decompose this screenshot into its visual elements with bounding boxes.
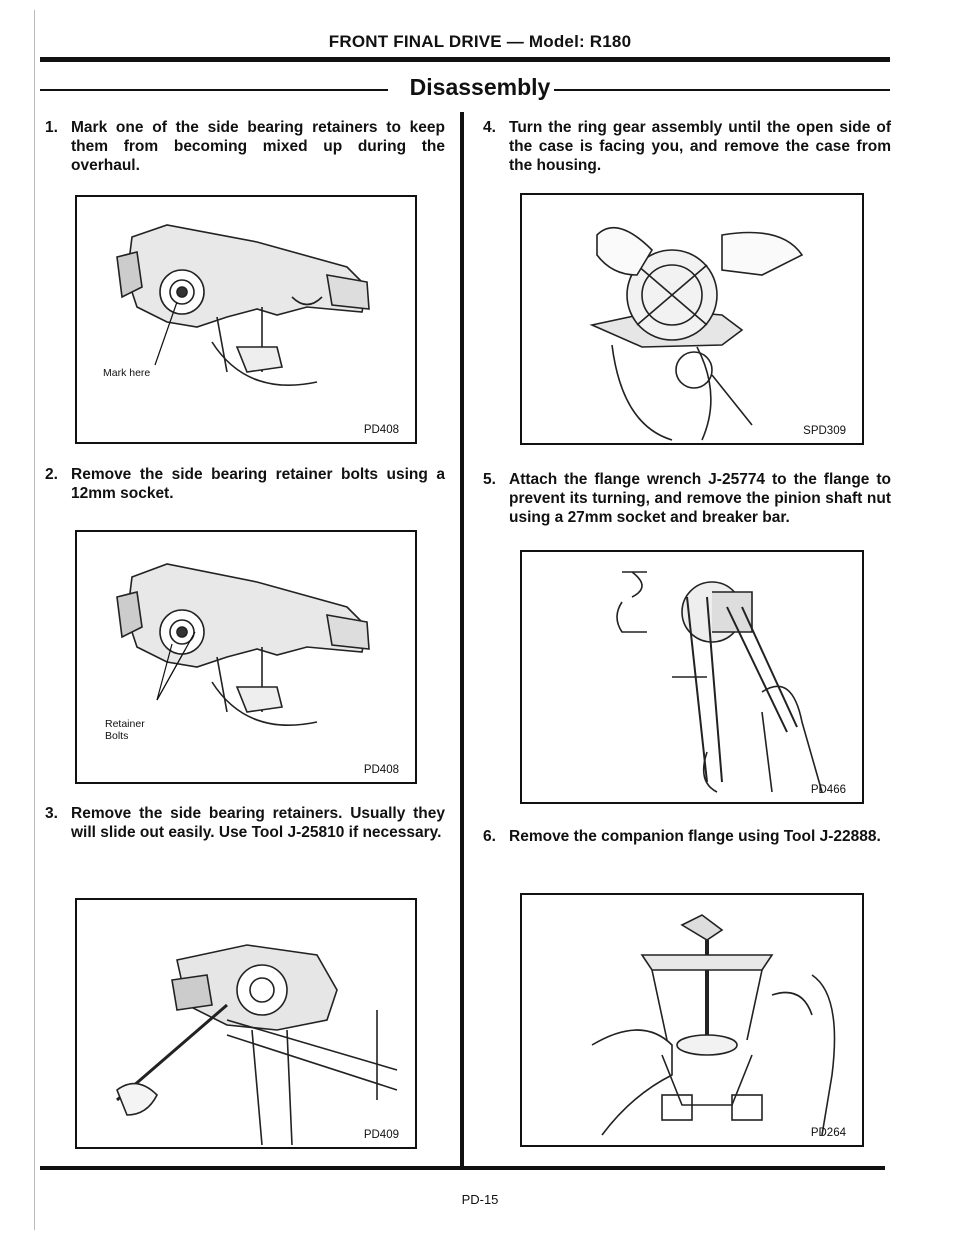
step-1: [45, 118, 445, 178]
step-number: 6.: [483, 828, 496, 845]
figure-step-3: [75, 898, 417, 1149]
section-title: [0, 74, 960, 101]
callout-retainer: Retainer: [105, 718, 145, 730]
page-margin-line: [34, 10, 35, 1230]
figure-step-5: [520, 550, 864, 804]
figure-code: PD409: [363, 1129, 399, 1141]
callout-mark-here: Mark here: [103, 367, 151, 379]
step-4: [483, 118, 891, 178]
section-title-text: Disassembly: [406, 74, 555, 100]
step-text: Remove the side bearing retainers. Usually they will slide out easily. Use Tool J-25810 if necessary.: [71, 805, 445, 841]
figure-code: PD408: [363, 764, 399, 776]
callout-bolts: Bolts: [105, 730, 129, 742]
header-rule: [40, 57, 890, 62]
retainer-removal-illustration: [77, 900, 415, 1147]
column-divider: [460, 112, 464, 1170]
figure-step-1: [75, 195, 417, 444]
step-number: 1.: [45, 119, 58, 136]
figure-code: PD264: [810, 1127, 846, 1139]
step-6: [483, 827, 891, 867]
figure-code: PD408: [363, 424, 399, 436]
figure-code: PD466: [810, 784, 846, 796]
case-removal-illustration: [522, 195, 862, 443]
footer-rule: [40, 1166, 885, 1170]
retainer-bolts-illustration: [77, 532, 415, 782]
figure-code: SPD309: [803, 425, 846, 437]
step-text: Remove the companion flange using Tool J-22888.: [509, 828, 881, 845]
companion-flange-puller-illustration: [522, 895, 862, 1145]
flange-wrench-illustration: [522, 552, 862, 802]
step-number: 4.: [483, 119, 496, 136]
step-3: [45, 804, 445, 864]
figure-step-4: [520, 193, 864, 445]
step-5: [483, 470, 891, 530]
step-text: Mark one of the side bearing retainers to keep them from becoming mixed up during the overhaul.: [71, 119, 445, 174]
step-number: 5.: [483, 471, 496, 488]
page-header-title: FRONT FINAL DRIVE — Model: R180: [328, 32, 632, 51]
figure-step-6: [520, 893, 864, 1147]
axle-housing-illustration: [77, 197, 415, 442]
step-number: 2.: [45, 466, 58, 483]
step-text: Remove the side bearing retainer bolts using a 12mm socket.: [71, 466, 445, 502]
step-number: 3.: [45, 805, 58, 822]
step-text: Turn the ring gear assembly until the open side of the case is facing you, and remove the case from the housing.: [509, 119, 891, 174]
figure-step-2: [75, 530, 417, 784]
page-number: PD-15: [461, 1192, 499, 1207]
step-text: Attach the flange wrench J-25774 to the flange to prevent its turning, and remove the pinion shaft nut using a 27mm socket and breaker bar.: [509, 471, 891, 526]
step-2: [45, 465, 445, 505]
